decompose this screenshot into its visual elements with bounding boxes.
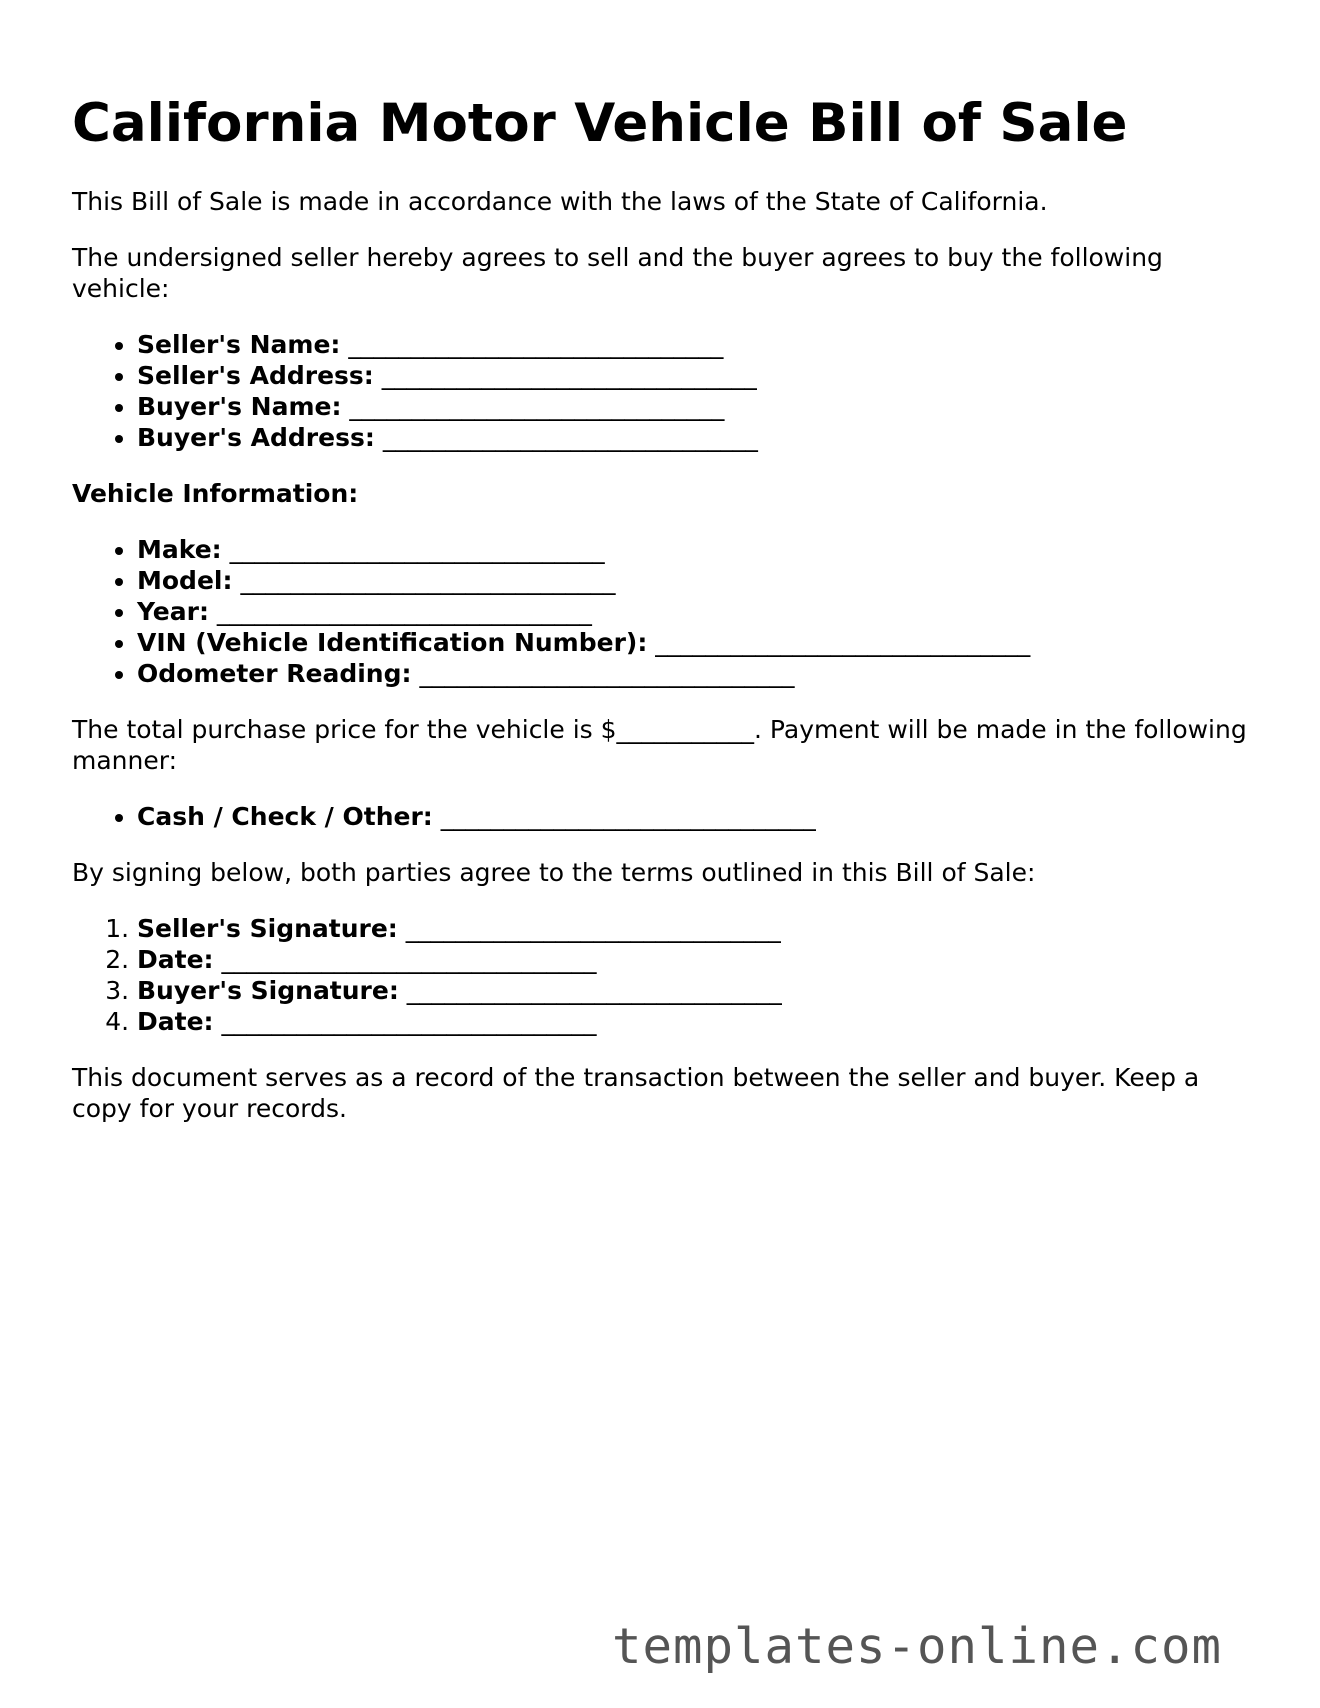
field-label: Buyer's Address: <box>137 423 375 452</box>
field-label: Model: <box>137 566 233 595</box>
list-item <box>137 565 1252 596</box>
blank-line[interactable]: ______________________________ <box>240 566 616 595</box>
list-item <box>137 658 1252 689</box>
signatures-list <box>72 913 1252 1037</box>
list-item <box>137 329 1252 360</box>
list-item <box>137 801 1252 832</box>
field-label: Buyer's Name: <box>137 392 342 421</box>
blank-line[interactable]: ______________________________ <box>655 628 1031 657</box>
blank-line[interactable]: ______________________________ <box>348 330 724 359</box>
vehicle-heading-text: Vehicle Information: <box>72 479 359 508</box>
parties-list <box>72 329 1252 453</box>
watermark-text: templates-online.com <box>612 1618 1223 1675</box>
document-title: California Motor Vehicle Bill of Sale <box>72 93 1128 154</box>
blank-line[interactable]: ______________________________ <box>229 535 605 564</box>
vehicle-heading <box>72 478 1252 509</box>
field-label: Year: <box>137 597 209 626</box>
list-item <box>137 944 1252 975</box>
list-item <box>137 1006 1252 1037</box>
field-label: Seller's Name: <box>137 330 341 359</box>
signing-paragraph: By signing below, both parties agree to the terms outlined in this Bill of Sale: <box>72 858 1036 887</box>
agreement-paragraph: The undersigned seller hereby agrees to sell and the buyer agrees to buy the following vehicle: <box>72 243 1163 303</box>
list-item <box>137 975 1252 1006</box>
closing-paragraph: This document serves as a record of the transaction between the seller and buyer. Keep a copy for your records. <box>72 1063 1200 1123</box>
list-item <box>137 360 1252 391</box>
list-item <box>137 913 1252 944</box>
field-label: Buyer's Signature: <box>137 976 399 1005</box>
blank-line[interactable]: ______________________________ <box>382 423 758 452</box>
blank-line[interactable]: ______________________________ <box>216 597 592 626</box>
field-label: Odometer Reading: <box>137 659 412 688</box>
list-item <box>137 627 1252 658</box>
blank-line[interactable]: ______________________________ <box>221 945 597 974</box>
field-label: VIN (Vehicle Identification Number): <box>137 628 648 657</box>
blank-line[interactable]: ______________________________ <box>419 659 795 688</box>
field-label: Cash / Check / Other: <box>137 802 433 831</box>
field-label: Make: <box>137 535 222 564</box>
document-body <box>72 186 1252 1149</box>
field-label: Seller's Address: <box>137 361 374 390</box>
list-item <box>137 534 1252 565</box>
blank-line[interactable]: ______________________________ <box>381 361 757 390</box>
list-item <box>137 391 1252 422</box>
field-label: Date: <box>137 1007 214 1036</box>
list-item <box>137 422 1252 453</box>
vehicle-list <box>72 534 1252 689</box>
blank-line[interactable]: ______________________________ <box>349 392 725 421</box>
price-paragraph: The total purchase price for the vehicle is $___________. Payment will be made in the following manner: <box>72 715 1247 775</box>
blank-line[interactable]: ______________________________ <box>405 914 781 943</box>
payment-list <box>72 801 1252 832</box>
intro-paragraph: This Bill of Sale is made in accordance with the laws of the State of California. <box>72 187 1048 216</box>
field-label: Seller's Signature: <box>137 914 398 943</box>
blank-line[interactable]: ______________________________ <box>221 1007 597 1036</box>
list-item <box>137 596 1252 627</box>
blank-line[interactable]: ______________________________ <box>440 802 816 831</box>
blank-line[interactable]: ______________________________ <box>406 976 782 1005</box>
field-label: Date: <box>137 945 214 974</box>
